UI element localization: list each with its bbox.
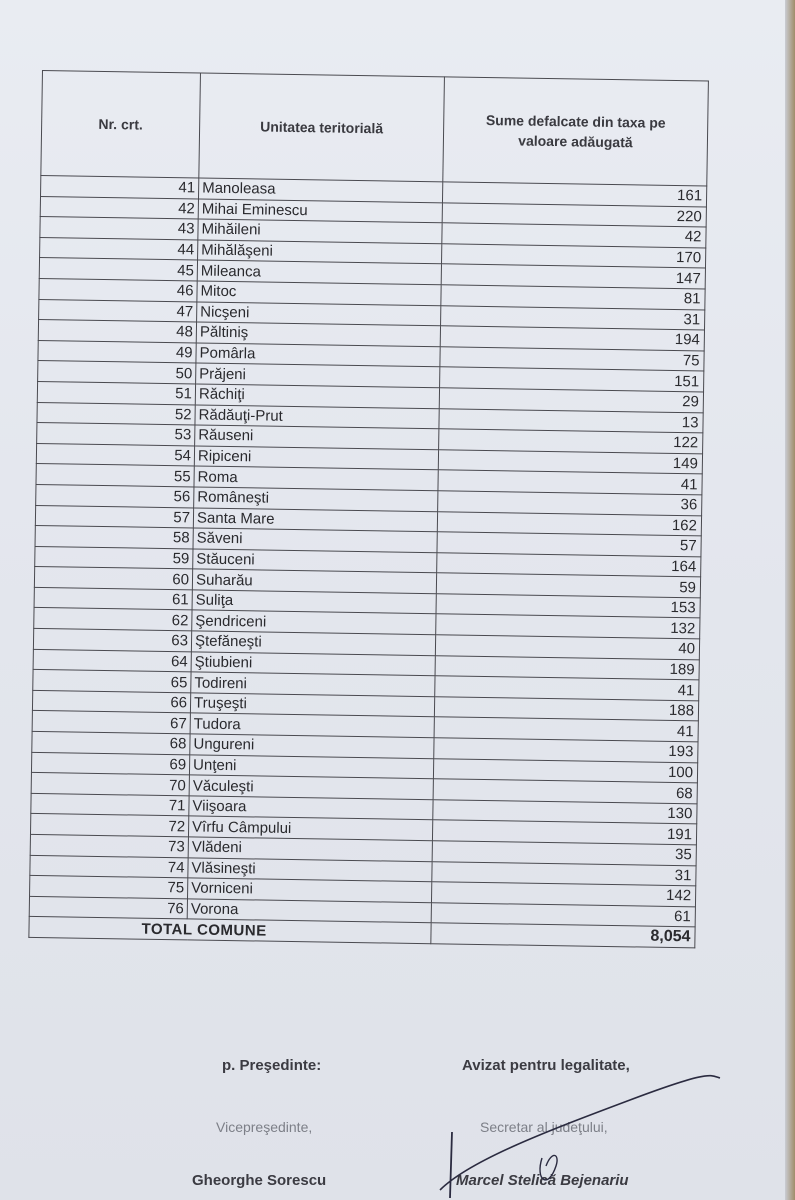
row-nr: 53: [37, 423, 195, 446]
row-nr: 69: [31, 752, 189, 775]
right-signature-title: Avizat pentru legalitate,: [462, 1057, 630, 1074]
row-nr: 50: [38, 361, 196, 384]
row-nr: 48: [38, 320, 196, 343]
row-name: Vlădeni: [188, 837, 432, 861]
row-name: Suharău: [192, 569, 436, 593]
row-value: 164: [437, 552, 701, 577]
row-value: 13: [439, 408, 703, 433]
row-nr: 72: [30, 814, 188, 837]
table-header-row: [41, 71, 709, 186]
row-value: 193: [434, 738, 698, 763]
left-signature-name: Gheorghe Sorescu: [192, 1172, 327, 1189]
row-nr: 55: [36, 464, 194, 487]
row-value: 41: [434, 717, 698, 742]
total-label: TOTAL COMUNE: [29, 917, 431, 944]
row-name: Mitoc: [197, 281, 441, 305]
row-name: Prăjeni: [196, 363, 440, 387]
row-value: 149: [438, 449, 702, 474]
row-value: 122: [439, 429, 703, 454]
row-nr: 71: [31, 793, 189, 816]
total-value: 8,054: [431, 923, 695, 948]
row-name: Mihăileni: [198, 219, 442, 243]
row-nr: 60: [34, 567, 192, 590]
row-name: Săveni: [193, 528, 437, 552]
row-nr: 45: [39, 258, 197, 281]
row-name: Viişoara: [189, 796, 433, 820]
row-value: 31: [441, 305, 705, 330]
row-value: 41: [435, 676, 699, 701]
row-nr: 64: [33, 649, 191, 672]
row-name: Truşeşti: [190, 693, 434, 717]
row-name: Stăuceni: [193, 549, 437, 573]
row-nr: 76: [29, 896, 187, 919]
row-nr: 62: [34, 608, 192, 631]
row-name: Vîrfu Câmpului: [188, 816, 432, 840]
row-name: Vorona: [187, 899, 431, 923]
row-nr: 75: [30, 876, 188, 899]
left-signature-role: Vicepreşedinte,: [216, 1119, 313, 1135]
allocation-table: [28, 70, 709, 949]
row-value: 100: [433, 758, 697, 783]
row-name: Ştefăneşti: [191, 631, 435, 655]
row-value: 57: [437, 532, 701, 557]
row-nr: 65: [33, 670, 191, 693]
row-value: 147: [441, 264, 705, 289]
row-value: 170: [441, 244, 705, 269]
row-name: Ştiubieni: [191, 652, 435, 676]
header-sum: Sume defalcate din taxa pe valoare adăugată: [443, 77, 709, 186]
row-nr: 67: [32, 711, 190, 734]
header-nr: Nr. crt.: [41, 71, 201, 178]
right-signature-role: Secretar al judeţului,: [480, 1119, 608, 1135]
row-name: Răchiţi: [195, 384, 439, 408]
row-value: 130: [433, 800, 697, 825]
row-name: Suliţa: [192, 590, 436, 614]
row-value: 31: [432, 861, 696, 886]
row-value: 132: [436, 614, 700, 639]
row-nr: 49: [38, 340, 196, 363]
row-nr: 61: [34, 587, 192, 610]
row-name: Roma: [194, 466, 438, 490]
row-value: 191: [432, 820, 696, 845]
row-value: 59: [436, 573, 700, 598]
row-name: Nicşeni: [197, 302, 441, 326]
row-value: 61: [431, 903, 695, 928]
row-nr: 52: [37, 402, 195, 425]
row-nr: 44: [40, 237, 198, 260]
row-name: Todireni: [191, 672, 435, 696]
row-nr: 51: [37, 381, 195, 404]
row-value: 161: [442, 182, 706, 207]
row-value: 188: [434, 697, 698, 722]
row-name: Mihai Eminescu: [198, 199, 442, 223]
row-nr: 54: [36, 443, 194, 466]
row-nr: 70: [31, 773, 189, 796]
row-value: 194: [440, 326, 704, 351]
row-nr: 41: [41, 175, 199, 198]
row-name: Păltiniş: [196, 322, 440, 346]
row-value: 42: [442, 223, 706, 248]
row-value: 162: [437, 511, 701, 536]
row-value: 189: [435, 655, 699, 680]
document-body: [28, 70, 708, 949]
page-edge: [785, 0, 795, 1200]
row-value: 68: [433, 779, 697, 804]
row-name: Ripiceni: [194, 446, 438, 470]
row-nr: 56: [36, 484, 194, 507]
row-name: Tudora: [190, 713, 434, 737]
row-value: 75: [440, 347, 704, 372]
row-nr: 47: [39, 299, 197, 322]
row-name: Mileanca: [197, 260, 441, 284]
row-nr: 46: [39, 278, 197, 301]
row-value: 81: [441, 285, 705, 310]
row-value: 142: [431, 882, 695, 907]
row-nr: 68: [32, 731, 190, 754]
row-name: Mihălăşeni: [198, 240, 442, 264]
row-name: Văculeşti: [189, 775, 433, 799]
row-nr: 63: [33, 629, 191, 652]
row-nr: 43: [40, 217, 198, 240]
right-signature-name: Marcel Stelică Bejenariu: [456, 1172, 629, 1189]
row-value: 220: [442, 202, 706, 227]
table-body: [29, 175, 707, 927]
row-nr: 74: [30, 855, 188, 878]
row-name: Şendriceni: [192, 610, 436, 634]
row-name: Rădăuţi-Prut: [195, 404, 439, 428]
row-value: 29: [439, 388, 703, 413]
row-nr: 42: [40, 196, 198, 219]
row-name: Ungureni: [190, 734, 434, 758]
row-value: 41: [438, 470, 702, 495]
row-name: Pomârla: [196, 343, 440, 367]
row-nr: 73: [30, 834, 188, 857]
row-name: Manoleasa: [198, 178, 442, 202]
row-name: Santa Mare: [193, 507, 437, 531]
row-value: 153: [436, 594, 700, 619]
row-name: Vlăsineşti: [188, 857, 432, 881]
row-value: 151: [440, 367, 704, 392]
row-name: Unţeni: [189, 755, 433, 779]
row-nr: 59: [35, 546, 193, 569]
row-name: Vorniceni: [188, 878, 432, 902]
row-nr: 57: [35, 505, 193, 528]
row-value: 35: [432, 841, 696, 866]
row-nr: 58: [35, 526, 193, 549]
row-value: 36: [438, 491, 702, 516]
row-name: Răuseni: [195, 425, 439, 449]
handwritten-signature: [430, 1070, 730, 1200]
row-nr: 66: [32, 690, 190, 713]
row-value: 40: [435, 635, 699, 660]
header-unit: Unitatea teritorială: [199, 73, 445, 182]
left-signature-title: p. Preşedinte:: [222, 1057, 322, 1074]
row-name: Româneşti: [194, 487, 438, 511]
